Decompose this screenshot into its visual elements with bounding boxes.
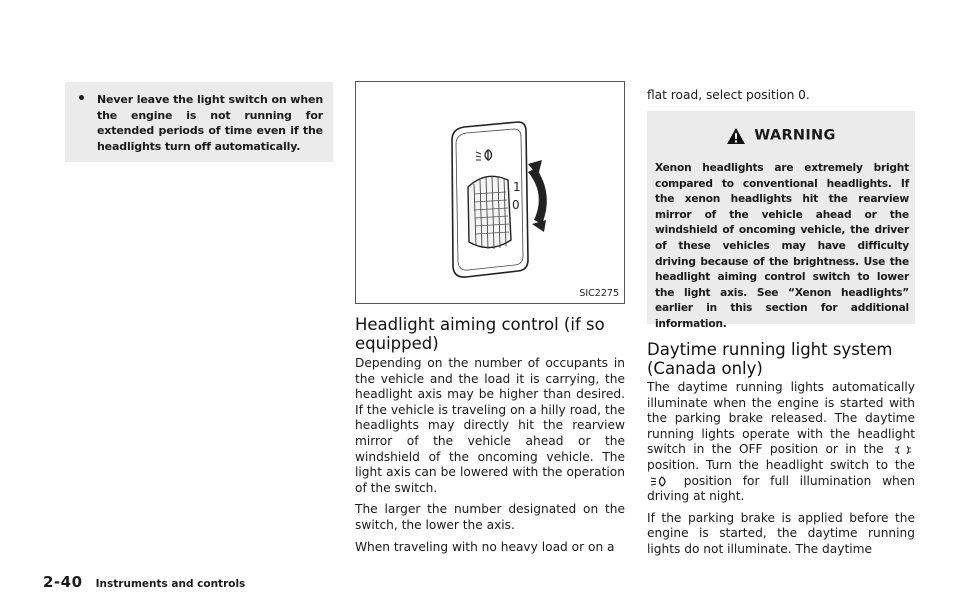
headlight-icon bbox=[651, 476, 669, 487]
warning-header bbox=[647, 125, 915, 145]
figure-id: SIC2275 bbox=[579, 288, 619, 299]
headlight-aiming-body bbox=[355, 356, 625, 561]
paragraph: If the parking brake is applied before the engine is started, the daytime running lights do not illuminate. The daytime bbox=[647, 510, 915, 556]
section-title: Instruments and controls bbox=[95, 578, 246, 590]
warning-icon bbox=[726, 127, 746, 145]
headlight-aiming-heading: Headlight aiming control (if so equipped) bbox=[355, 315, 605, 353]
headlight-aiming-switch-illustration bbox=[356, 82, 626, 305]
paragraph bbox=[647, 380, 915, 505]
drl-heading: Daytime running light system (Canada only) bbox=[647, 340, 893, 378]
drl-body bbox=[647, 380, 915, 564]
headlight-aiming-figure bbox=[355, 81, 625, 304]
bullet: • bbox=[77, 91, 86, 107]
dial-label-1: 1 bbox=[513, 180, 521, 194]
paragraph: Depending on the number of occupants in the vehicle and the load it is carrying, the headlight axis may be higher than desired. If the vehicle is traveling on a hilly road, the headlights may directly hit the rearview mirror of the vehicle ahead or the windshield of the oncoming vehicle. The light axis can be lowered with the operation of the switch. bbox=[355, 356, 625, 495]
paragraph: When traveling with no heavy load or on a bbox=[355, 539, 615, 554]
page-number: 2-40 bbox=[43, 573, 83, 591]
warning-box bbox=[647, 111, 915, 330]
note-box bbox=[65, 82, 333, 162]
warning-text: Xenon headlights are extremely bright compared to conventional headlights. If the xenon headlights hit the rearview mirror of the vehicle ahead or the windshield of oncoming vehicle, the driver of these vehicles may have difficulty driving because of the brightness. Use the headlight aiming control switch to lower the light axis. See “Xenon headlights” earlier in this section for additional information. bbox=[655, 162, 909, 330]
page-footer bbox=[43, 572, 245, 591]
drl-text-c: position for full illumination when driving at night. bbox=[647, 473, 915, 504]
paragraph: The larger the number designated on the switch, the lower the axis. bbox=[355, 502, 625, 532]
warning-title: WARNING bbox=[754, 127, 836, 144]
dial-label-0: 0 bbox=[512, 198, 520, 212]
continued-text: flat road, select position 0. bbox=[647, 88, 810, 102]
drl-text-a: The daytime running lights automatically illuminate when the engine is started with the parking brake released. The daytime running lights operate with the headlight switch in the OFF position or in the bbox=[647, 380, 915, 457]
rotation-arrow-icon bbox=[528, 168, 547, 224]
note-text: Never leave the light switch on when the engine is not running for extended periods of time even if the headlights turn off automatically. bbox=[97, 93, 323, 153]
parking-light-icon bbox=[895, 445, 911, 455]
drl-text-b: position. Turn the headlight switch to the bbox=[647, 457, 915, 472]
